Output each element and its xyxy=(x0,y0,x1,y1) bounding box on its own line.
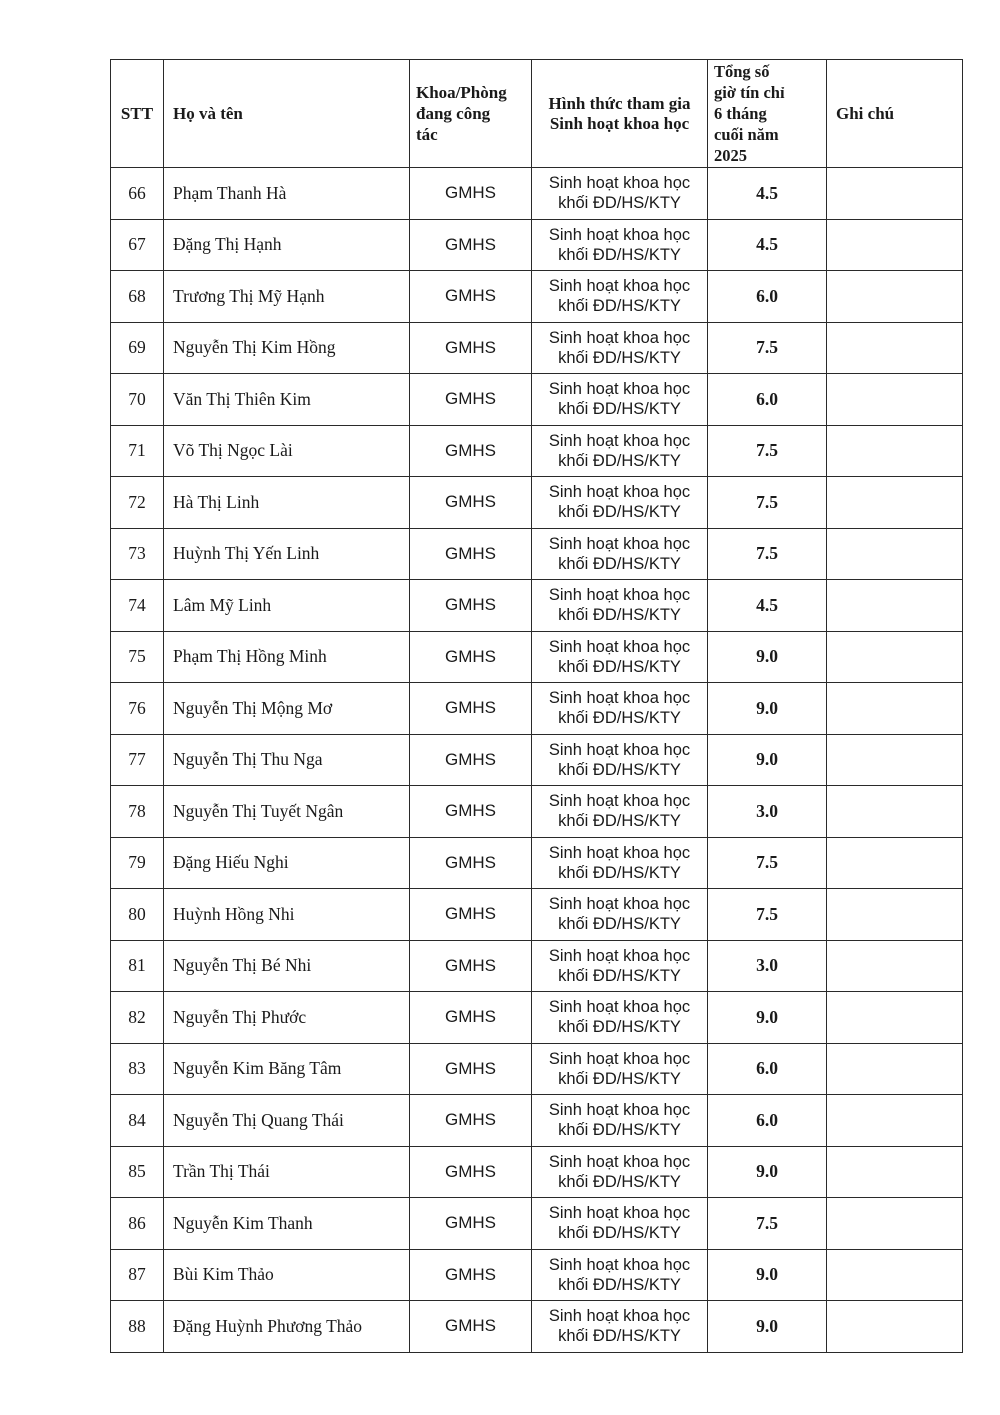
cell-form-line: Sinh hoạt khoa học xyxy=(548,1307,691,1326)
cell-total: 7.5 xyxy=(708,528,827,580)
cell-stt: 69 xyxy=(111,322,164,374)
cell-name: Nguyễn Thị Phước xyxy=(164,992,410,1044)
header-form-line: Sinh hoạt khoa học xyxy=(549,113,690,133)
cell-form-line: Sinh hoạt khoa học xyxy=(548,946,691,965)
header-name: Họ và tên xyxy=(164,60,410,168)
table-body xyxy=(111,168,963,1353)
cell-name: Nguyễn Kim Thanh xyxy=(164,1198,410,1250)
cell-name: Phạm Thanh Hà xyxy=(164,168,410,220)
cell-total: 7.5 xyxy=(708,477,827,529)
cell-form xyxy=(532,1043,708,1095)
cell-stt: 78 xyxy=(111,786,164,838)
cell-total: 7.5 xyxy=(708,889,827,941)
cell-stt: 86 xyxy=(111,1198,164,1250)
table-row xyxy=(111,889,963,941)
cell-form-line: Sinh hoạt khoa học xyxy=(548,1152,691,1171)
cell-form-line: khối ĐD/HS/KTY xyxy=(558,657,681,676)
cell-form-line: Sinh hoạt khoa học xyxy=(548,174,691,193)
cell-form-line: khối ĐD/HS/KTY xyxy=(558,812,681,831)
cell-note xyxy=(827,1198,963,1250)
cell-total: 7.5 xyxy=(708,425,827,477)
cell-form-line: khối ĐD/HS/KTY xyxy=(558,194,681,213)
cell-total: 6.0 xyxy=(708,1043,827,1095)
table-row xyxy=(111,580,963,632)
cell-total: 4.5 xyxy=(708,580,827,632)
cell-note xyxy=(827,1249,963,1301)
cell-note xyxy=(827,889,963,941)
cell-name: Trần Thị Thái xyxy=(164,1146,410,1198)
cell-dept: GMHS xyxy=(410,1146,532,1198)
cell-stt: 67 xyxy=(111,219,164,271)
cell-name: Trương Thị Mỹ Hạnh xyxy=(164,271,410,323)
cell-form xyxy=(532,168,708,220)
cell-form xyxy=(532,271,708,323)
cell-form-line: Sinh hoạt khoa học xyxy=(548,534,691,553)
cell-name: Bùi Kim Thảo xyxy=(164,1249,410,1301)
cell-form-line: Sinh hoạt khoa học xyxy=(548,586,691,605)
cell-note xyxy=(827,683,963,735)
cell-form xyxy=(532,940,708,992)
cell-dept: GMHS xyxy=(410,322,532,374)
cell-total: 9.0 xyxy=(708,631,827,683)
cell-form xyxy=(532,734,708,786)
cell-form-line: khối ĐD/HS/KTY xyxy=(558,966,681,985)
cell-form-line: Sinh hoạt khoa học xyxy=(548,998,691,1017)
cell-form-line: Sinh hoạt khoa học xyxy=(548,895,691,914)
cell-form xyxy=(532,683,708,735)
cell-stt: 73 xyxy=(111,528,164,580)
cell-form xyxy=(532,1301,708,1353)
cell-note xyxy=(827,1043,963,1095)
cell-dept: GMHS xyxy=(410,940,532,992)
header-form-line: Hình thức tham gia xyxy=(548,93,691,113)
table-row xyxy=(111,1043,963,1095)
cell-stt: 70 xyxy=(111,374,164,426)
table-row xyxy=(111,425,963,477)
cell-form xyxy=(532,580,708,632)
cell-dept: GMHS xyxy=(410,837,532,889)
table-row xyxy=(111,528,963,580)
cell-total: 7.5 xyxy=(708,1198,827,1250)
cell-stt: 71 xyxy=(111,425,164,477)
cell-form-line: khối ĐD/HS/KTY xyxy=(558,400,681,419)
cell-note xyxy=(827,477,963,529)
table-row xyxy=(111,683,963,735)
cell-form-line: khối ĐD/HS/KTY xyxy=(558,1224,681,1243)
cell-form-line: Sinh hoạt khoa học xyxy=(548,1204,691,1223)
table-row xyxy=(111,1095,963,1147)
cell-form-line: khối ĐD/HS/KTY xyxy=(558,1069,681,1088)
cell-form-line: Sinh hoạt khoa học xyxy=(548,1101,691,1120)
header-total-line: Tổng số xyxy=(714,62,770,81)
table-row xyxy=(111,374,963,426)
cell-dept: GMHS xyxy=(410,631,532,683)
cell-form-line: khối ĐD/HS/KTY xyxy=(558,863,681,882)
cell-form xyxy=(532,425,708,477)
table-row xyxy=(111,1146,963,1198)
cell-total: 6.0 xyxy=(708,374,827,426)
cell-form-line: khối ĐD/HS/KTY xyxy=(558,1172,681,1191)
cell-dept: GMHS xyxy=(410,477,532,529)
cell-note xyxy=(827,374,963,426)
cell-form xyxy=(532,631,708,683)
cell-total: 7.5 xyxy=(708,322,827,374)
cell-form-line: Sinh hoạt khoa học xyxy=(548,689,691,708)
cell-stt: 74 xyxy=(111,580,164,632)
cell-form-line: Sinh hoạt khoa học xyxy=(548,843,691,862)
cell-note xyxy=(827,734,963,786)
cell-total: 7.5 xyxy=(708,837,827,889)
cell-dept: GMHS xyxy=(410,889,532,941)
cell-form-line: khối ĐD/HS/KTY xyxy=(558,760,681,779)
cell-form xyxy=(532,322,708,374)
cell-dept: GMHS xyxy=(410,1249,532,1301)
cell-dept: GMHS xyxy=(410,168,532,220)
table-row xyxy=(111,271,963,323)
header-stt: STT xyxy=(111,60,164,168)
cell-name: Đặng Thị Hạnh xyxy=(164,219,410,271)
table-row xyxy=(111,1198,963,1250)
table-header xyxy=(111,60,963,168)
header-total-line: cuối năm xyxy=(714,125,779,144)
cell-form xyxy=(532,528,708,580)
cell-note xyxy=(827,1095,963,1147)
header-total xyxy=(708,60,827,168)
cell-name: Hà Thị Linh xyxy=(164,477,410,529)
cell-form xyxy=(532,477,708,529)
cell-stt: 84 xyxy=(111,1095,164,1147)
cell-total: 9.0 xyxy=(708,1301,827,1353)
cell-form xyxy=(532,992,708,1044)
cell-name: Đặng Hiếu Nghi xyxy=(164,837,410,889)
cell-note xyxy=(827,580,963,632)
cell-form-line: khối ĐD/HS/KTY xyxy=(558,554,681,573)
cell-form-line: Sinh hoạt khoa học xyxy=(548,637,691,656)
cell-dept: GMHS xyxy=(410,683,532,735)
cell-stt: 80 xyxy=(111,889,164,941)
table-row xyxy=(111,477,963,529)
cell-dept: GMHS xyxy=(410,1095,532,1147)
table-row xyxy=(111,219,963,271)
cell-total: 4.5 xyxy=(708,168,827,220)
cell-note xyxy=(827,940,963,992)
cell-form xyxy=(532,219,708,271)
cell-dept: GMHS xyxy=(410,1301,532,1353)
cell-name: Huỳnh Thị Yến Linh xyxy=(164,528,410,580)
cell-note xyxy=(827,992,963,1044)
cell-form-line: khối ĐD/HS/KTY xyxy=(558,1327,681,1346)
cell-form-line: khối ĐD/HS/KTY xyxy=(558,297,681,316)
table-row xyxy=(111,322,963,374)
cell-stt: 77 xyxy=(111,734,164,786)
cell-stt: 75 xyxy=(111,631,164,683)
cell-stt: 68 xyxy=(111,271,164,323)
header-total-line: 2025 xyxy=(714,146,747,165)
header-total-line: giờ tín chỉ xyxy=(714,83,785,102)
cell-form xyxy=(532,1095,708,1147)
cell-form-line: khối ĐD/HS/KTY xyxy=(558,915,681,934)
header-note: Ghi chú xyxy=(827,60,963,168)
credit-hours-table xyxy=(110,59,963,1353)
cell-name: Nguyễn Kim Băng Tâm xyxy=(164,1043,410,1095)
cell-form-line: Sinh hoạt khoa học xyxy=(548,431,691,450)
cell-dept: GMHS xyxy=(410,374,532,426)
cell-form-line: Sinh hoạt khoa học xyxy=(548,792,691,811)
cell-stt: 79 xyxy=(111,837,164,889)
cell-total: 9.0 xyxy=(708,992,827,1044)
header-row xyxy=(111,60,963,168)
cell-form-line: khối ĐD/HS/KTY xyxy=(558,503,681,522)
cell-name: Nguyễn Thị Mộng Mơ xyxy=(164,683,410,735)
cell-dept: GMHS xyxy=(410,1043,532,1095)
cell-total: 9.0 xyxy=(708,683,827,735)
cell-name: Văn Thị Thiên Kim xyxy=(164,374,410,426)
cell-name: Nguyễn Thị Thu Nga xyxy=(164,734,410,786)
cell-name: Võ Thị Ngọc Lài xyxy=(164,425,410,477)
table-row xyxy=(111,940,963,992)
cell-stt: 87 xyxy=(111,1249,164,1301)
cell-note xyxy=(827,322,963,374)
cell-note xyxy=(827,1146,963,1198)
cell-stt: 82 xyxy=(111,992,164,1044)
cell-dept: GMHS xyxy=(410,219,532,271)
header-form xyxy=(532,60,708,168)
cell-note xyxy=(827,168,963,220)
cell-dept: GMHS xyxy=(410,786,532,838)
header-dept-line: đang công xyxy=(416,104,491,123)
cell-note xyxy=(827,1301,963,1353)
cell-form-line: Sinh hoạt khoa học xyxy=(548,380,691,399)
header-total-line: 6 tháng xyxy=(714,104,767,123)
cell-total: 3.0 xyxy=(708,940,827,992)
cell-note xyxy=(827,786,963,838)
table-row xyxy=(111,837,963,889)
cell-stt: 85 xyxy=(111,1146,164,1198)
cell-stt: 81 xyxy=(111,940,164,992)
cell-total: 9.0 xyxy=(708,734,827,786)
cell-form-line: khối ĐD/HS/KTY xyxy=(558,451,681,470)
table-row xyxy=(111,734,963,786)
cell-stt: 72 xyxy=(111,477,164,529)
cell-note xyxy=(827,425,963,477)
table-row xyxy=(111,786,963,838)
cell-total: 6.0 xyxy=(708,1095,827,1147)
cell-form-line: Sinh hoạt khoa học xyxy=(548,740,691,759)
cell-form-line: Sinh hoạt khoa học xyxy=(548,225,691,244)
cell-form xyxy=(532,786,708,838)
cell-dept: GMHS xyxy=(410,1198,532,1250)
cell-form-line: khối ĐD/HS/KTY xyxy=(558,709,681,728)
cell-form xyxy=(532,1249,708,1301)
cell-form xyxy=(532,1146,708,1198)
cell-form-line: Sinh hoạt khoa học xyxy=(548,328,691,347)
cell-name: Nguyễn Thị Bé Nhi xyxy=(164,940,410,992)
cell-form-line: khối ĐD/HS/KTY xyxy=(558,1121,681,1140)
cell-form-line: Sinh hoạt khoa học xyxy=(548,1049,691,1068)
cell-dept: GMHS xyxy=(410,271,532,323)
header-dept-line: Khoa/Phòng xyxy=(416,83,507,102)
cell-dept: GMHS xyxy=(410,734,532,786)
cell-form-line: khối ĐD/HS/KTY xyxy=(558,1018,681,1037)
table-row xyxy=(111,631,963,683)
cell-name: Lâm Mỹ Linh xyxy=(164,580,410,632)
cell-dept: GMHS xyxy=(410,992,532,1044)
cell-dept: GMHS xyxy=(410,580,532,632)
cell-name: Huỳnh Hồng Nhi xyxy=(164,889,410,941)
cell-total: 6.0 xyxy=(708,271,827,323)
cell-note xyxy=(827,631,963,683)
cell-note xyxy=(827,837,963,889)
table-row xyxy=(111,1249,963,1301)
cell-name: Phạm Thị Hồng Minh xyxy=(164,631,410,683)
cell-dept: GMHS xyxy=(410,425,532,477)
cell-total: 3.0 xyxy=(708,786,827,838)
cell-note xyxy=(827,219,963,271)
cell-form xyxy=(532,1198,708,1250)
cell-form-line: khối ĐD/HS/KTY xyxy=(558,606,681,625)
cell-note xyxy=(827,528,963,580)
cell-total: 4.5 xyxy=(708,219,827,271)
cell-form-line: Sinh hoạt khoa học xyxy=(548,277,691,296)
cell-stt: 76 xyxy=(111,683,164,735)
cell-form-line: khối ĐD/HS/KTY xyxy=(558,1275,681,1294)
cell-form-line: khối ĐD/HS/KTY xyxy=(558,348,681,367)
cell-form-line: Sinh hoạt khoa học xyxy=(548,1255,691,1274)
cell-name: Nguyễn Thị Quang Thái xyxy=(164,1095,410,1147)
table-row xyxy=(111,168,963,220)
cell-stt: 88 xyxy=(111,1301,164,1353)
cell-form-line: khối ĐD/HS/KTY xyxy=(558,245,681,264)
cell-form xyxy=(532,837,708,889)
cell-note xyxy=(827,271,963,323)
cell-form xyxy=(532,889,708,941)
table-row xyxy=(111,992,963,1044)
cell-total: 9.0 xyxy=(708,1249,827,1301)
cell-stt: 66 xyxy=(111,168,164,220)
cell-name: Nguyễn Thị Tuyết Ngân xyxy=(164,786,410,838)
cell-name: Đặng Huỳnh Phương Thảo xyxy=(164,1301,410,1353)
cell-dept: GMHS xyxy=(410,528,532,580)
table-row xyxy=(111,1301,963,1353)
cell-name: Nguyễn Thị Kim Hồng xyxy=(164,322,410,374)
cell-form-line: Sinh hoạt khoa học xyxy=(548,483,691,502)
cell-stt: 83 xyxy=(111,1043,164,1095)
header-dept xyxy=(410,60,532,168)
cell-total: 9.0 xyxy=(708,1146,827,1198)
header-dept-line: tác xyxy=(416,125,438,144)
cell-form xyxy=(532,374,708,426)
